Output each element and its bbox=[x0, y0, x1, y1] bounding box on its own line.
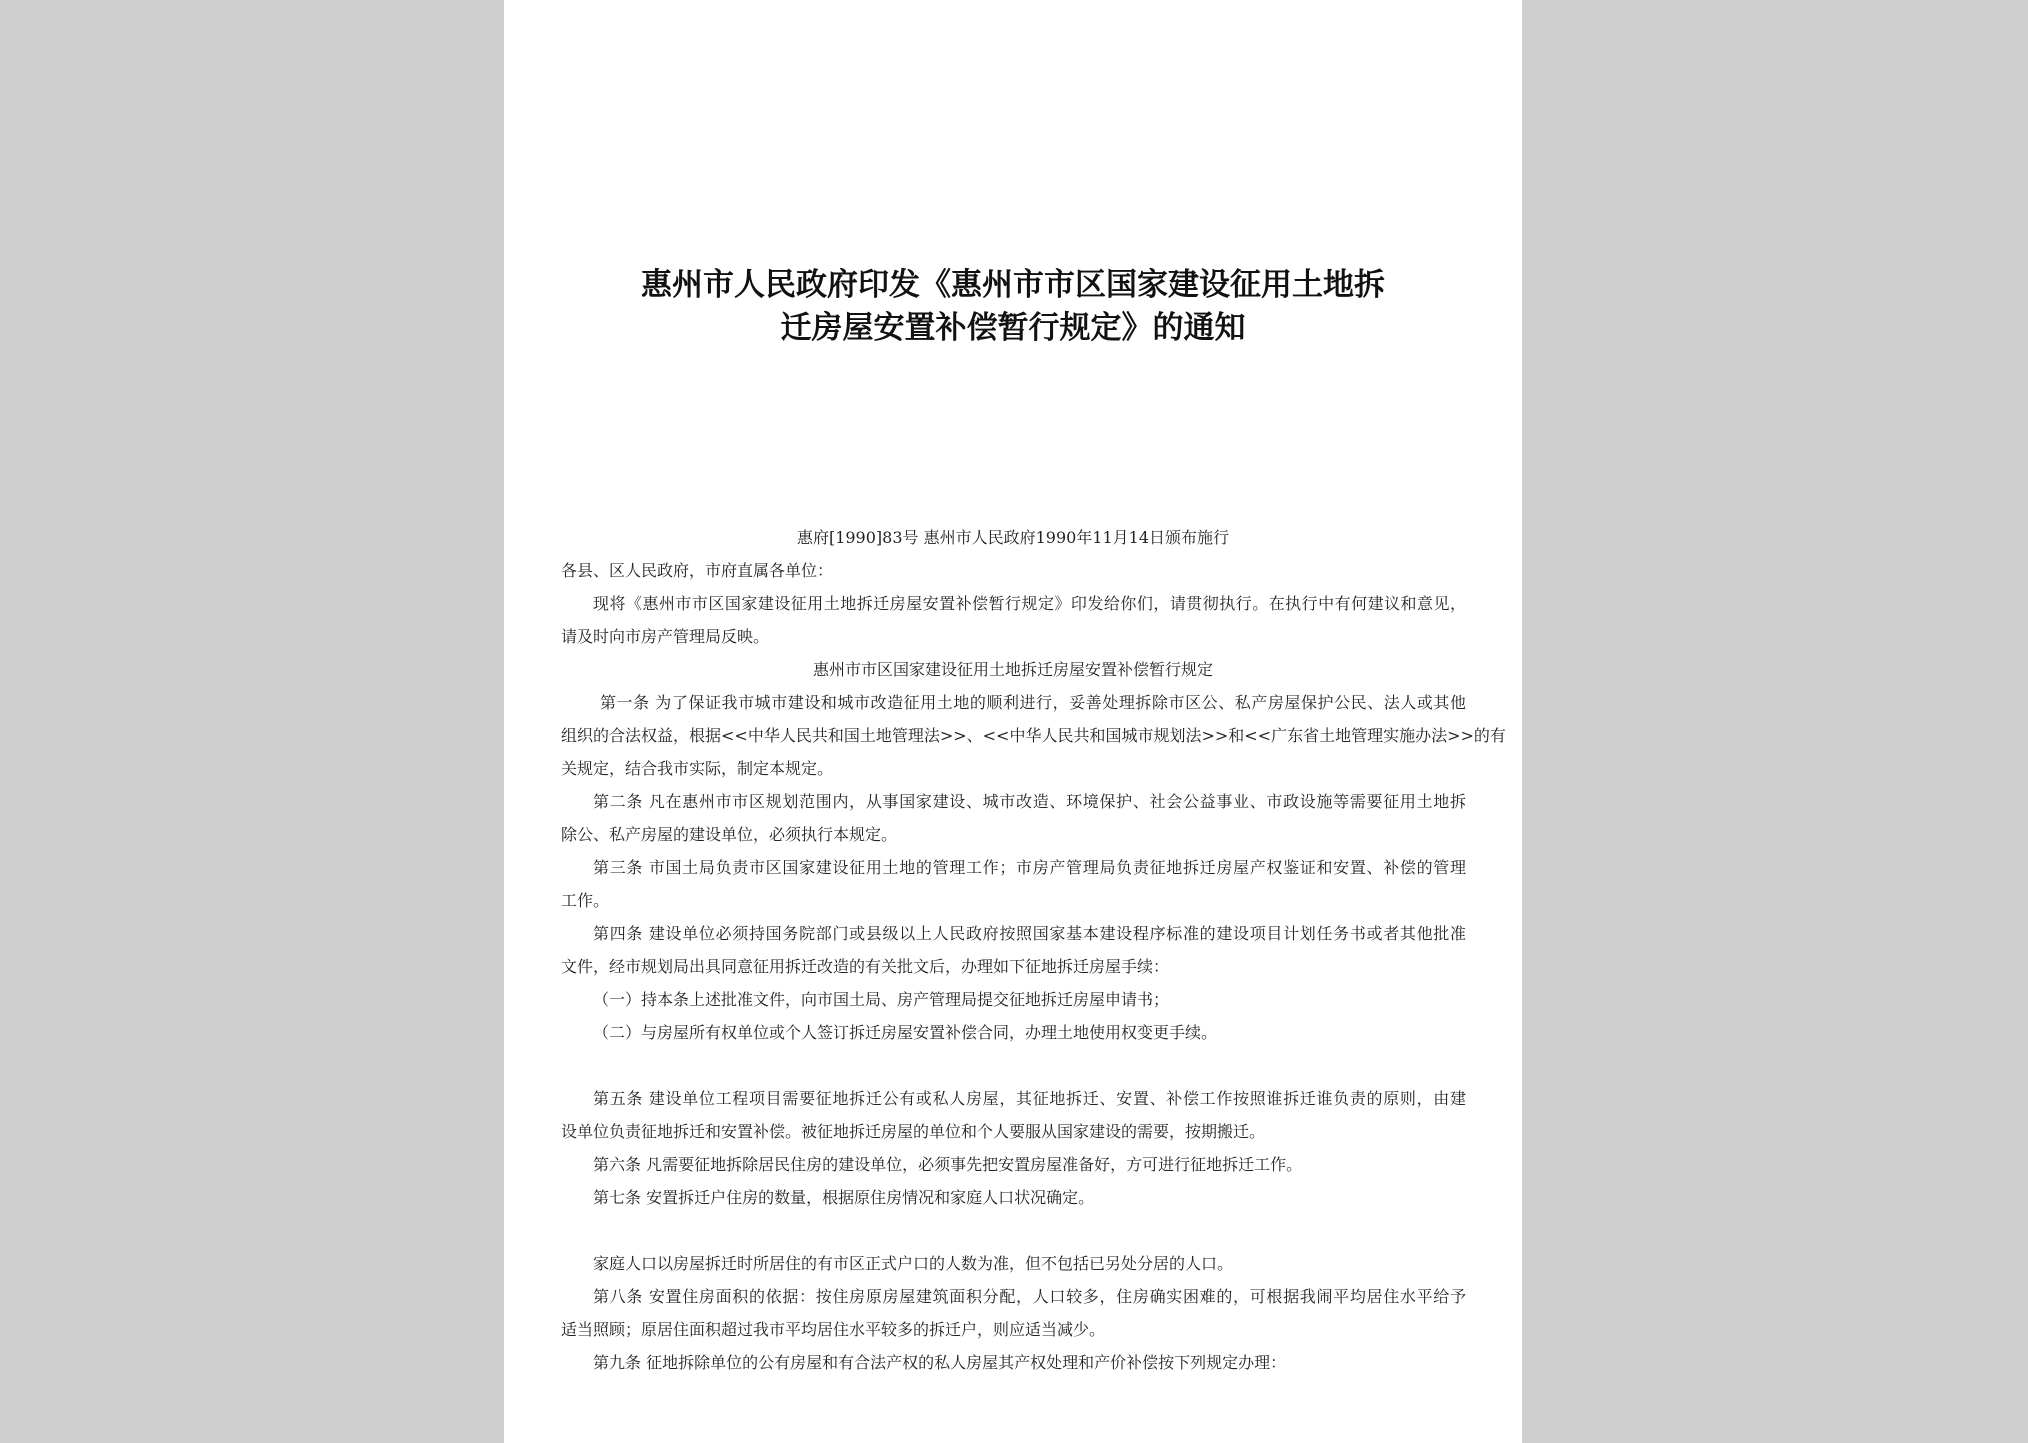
article-7: 第七条 安置拆迁户住房的数量，根据原住房情况和家庭人口状况确定。 bbox=[593, 1188, 1095, 1207]
article-5-line: 设单位负责征地拆迁和安置补偿。被征地拆迁房屋的单位和个人要服从国家建设的需要，按期搬迁。 bbox=[561, 1122, 1266, 1141]
article-5-line: 第五条 建设单位工程项目需要征地拆迁公有或私人房屋，其征地拆迁、安置、补偿工作按照谁拆迁谁负责的原则，由建 bbox=[593, 1089, 1466, 1108]
article-4-item: （一）持本条上述批准文件，向市国土局、房产管理局提交征地拆迁房屋申请书； bbox=[593, 990, 1170, 1009]
article-1-line: 第一条 为了保证我市城市建设和城市改造征用土地的顺利进行，妥善处理拆除市区公、私产房屋保护公民、法人或其他 bbox=[600, 693, 1466, 712]
addressee: 各县、区人民政府，市府直属各单位： bbox=[561, 561, 834, 580]
article-4-line: 文件，经市规划局出具同意征用拆迁改造的有关批文后，办理如下征地拆迁房屋手续： bbox=[561, 957, 1170, 976]
regulation-title: 惠州市市区国家建设征用土地拆迁房屋安置补偿暂行规定 bbox=[812, 660, 1213, 679]
issue-info: 惠府[1990]83号 惠州市人民政府1990年11月14日颁布施行 bbox=[796, 528, 1230, 547]
article-1-line: 关规定，结合我市实际，制定本规定。 bbox=[561, 759, 834, 778]
article-4-line: 第四条 建设单位必须持国务院部门或县级以上人民政府按照国家基本建设程序标准的建设项目计划任务书或者其他批准 bbox=[593, 924, 1466, 943]
article-1-line: 组织的合法权益，根据<<中华人民共和国土地管理法>>、<<中华人民共和国城市规划法>>和<<广东省土地管理实施办法>>的有 bbox=[561, 726, 1506, 745]
article-7-note: 家庭人口以房屋拆迁时所居住的有市区正式户口的人数为准，但不包括已另处分居的人口。 bbox=[593, 1254, 1234, 1273]
intro-paragraph-line: 请及时向市房产管理局反映。 bbox=[561, 627, 770, 646]
document-title-line-1: 惠州市人民政府印发《惠州市市区国家建设征用土地拆 bbox=[641, 267, 1385, 303]
article-8-line: 适当照顾；原居住面积超过我市平均居住水平较多的拆迁户，则应适当减少。 bbox=[561, 1320, 1106, 1339]
document-title-line-2: 迁房屋安置补偿暂行规定》的通知 bbox=[780, 310, 1246, 346]
intro-paragraph-line: 现将《惠州市市区国家建设征用土地拆迁房屋安置补偿暂行规定》印发给你们，请贯彻执行。在执行中有何建议和意见， bbox=[593, 594, 1466, 613]
article-3-line: 第三条 市国土局负责市区国家建设征用土地的管理工作；市房产管理局负责征地拆迁房屋产权鉴证和安置、补偿的管理 bbox=[593, 858, 1466, 877]
article-4-item: （二）与房屋所有权单位或个人签订拆迁房屋安置补偿合同，办理土地使用权变更手续。 bbox=[593, 1023, 1218, 1042]
article-6: 第六条 凡需要征地拆除居民住房的建设单位，必须事先把安置房屋准备好，方可进行征地拆迁工作。 bbox=[593, 1155, 1303, 1174]
document-page bbox=[504, 0, 1522, 1443]
article-9: 第九条 征地拆除单位的公有房屋和有合法产权的私人房屋其产权处理和产价补偿按下列规定办理： bbox=[593, 1353, 1287, 1372]
article-3-line: 工作。 bbox=[561, 891, 610, 910]
article-2-line: 第二条 凡在惠州市市区规划范围内，从事国家建设、城市改造、环境保护、社会公益事业、市政设施等需要征用土地拆 bbox=[593, 792, 1466, 811]
article-2-line: 除公、私产房屋的建设单位，必须执行本规定。 bbox=[561, 825, 898, 844]
article-8-line: 第八条 安置住房面积的依据：按住房原房屋建筑面积分配，人口较多，住房确实困难的，可根据我闹平均居住水平给予 bbox=[593, 1287, 1466, 1306]
